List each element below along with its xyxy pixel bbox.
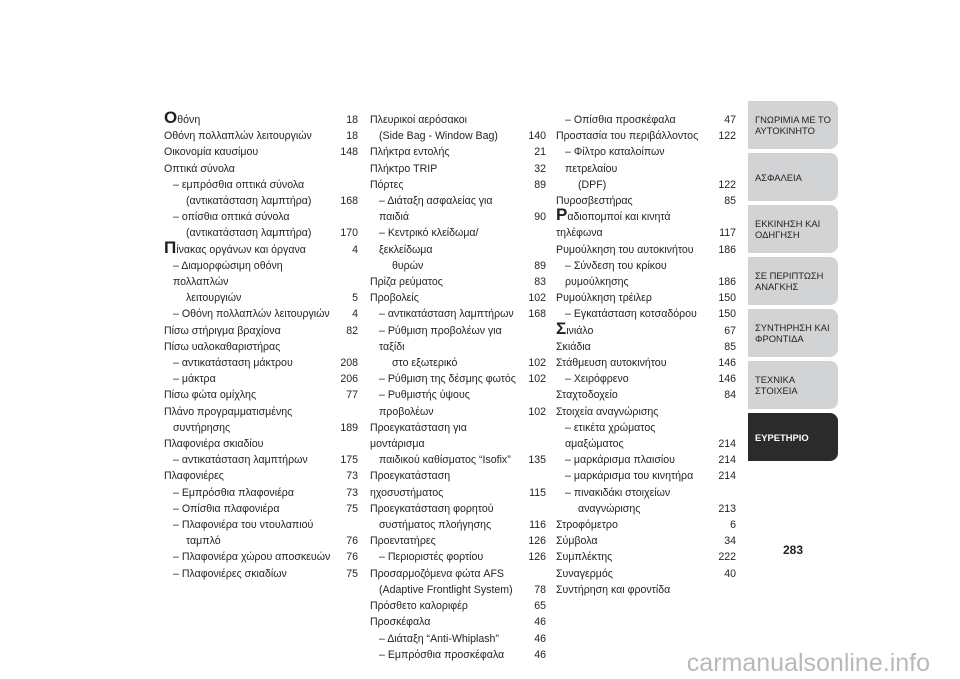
entry-page: 75 xyxy=(346,567,358,580)
entry-page: 102 xyxy=(528,292,546,305)
index-entry xyxy=(164,371,358,387)
index-entry xyxy=(370,371,546,387)
index-entry xyxy=(556,371,736,387)
entry-page: 214 xyxy=(718,470,736,483)
index-entry xyxy=(370,144,546,160)
index-entry xyxy=(556,290,736,306)
entry-page: 73 xyxy=(346,486,358,499)
index-entry xyxy=(556,549,736,565)
index-entry xyxy=(370,112,546,144)
entry-page: 150 xyxy=(718,292,736,305)
entry-page: 85 xyxy=(724,195,736,208)
entry-page: 6 xyxy=(730,519,736,532)
index-entry xyxy=(370,290,546,306)
entry-text: – Οπίσθια προσκέφαλα xyxy=(565,114,676,126)
entry-text: – αντικατάσταση μάκτρου xyxy=(173,357,293,370)
entry-text: – πινακιδάκι στοιχείων xyxy=(565,486,671,499)
index-entry xyxy=(164,452,358,468)
index-entry xyxy=(556,485,736,517)
entry-page: 117 xyxy=(719,227,736,240)
entry-page: 83 xyxy=(534,276,546,289)
index-entry xyxy=(164,549,358,565)
index-entry xyxy=(370,161,546,177)
index-entry xyxy=(370,193,546,225)
entry-text: Προεγκατάσταση ηχοσυστήματος xyxy=(370,470,451,499)
entry-text: Προσκέφαλα xyxy=(370,616,431,629)
index-entry xyxy=(370,387,546,419)
entry-page: 115 xyxy=(529,486,546,499)
entry-text: Οικονομία καυσίμου xyxy=(164,146,259,159)
index-entry xyxy=(164,144,358,160)
index-entry xyxy=(556,318,736,339)
entry-page: 77 xyxy=(346,389,358,402)
index-entry xyxy=(556,112,736,128)
index-entry xyxy=(556,339,736,355)
entry-text: – Ρύθμιση της δέσμης φωτός xyxy=(379,373,516,386)
index-entry xyxy=(164,339,358,355)
entry-page: 102 xyxy=(528,405,546,418)
entry-text: Ρυμούλκηση του αυτοκινήτου xyxy=(556,243,694,256)
entry-page: 76 xyxy=(346,535,358,548)
entry-page: 122 xyxy=(718,178,736,191)
entry-page: 208 xyxy=(340,357,358,370)
entry-text: – αντικατάσταση λαμπτήρων xyxy=(173,454,308,467)
index-column-1 xyxy=(164,108,358,582)
entry-page: 186 xyxy=(718,276,736,289)
index-entry xyxy=(164,323,358,339)
index-entry xyxy=(164,387,358,403)
entry-continuation: (Adaptive Frontlight System) xyxy=(379,583,513,596)
chapter-tab[interactable] xyxy=(748,153,838,201)
entry-text: – ετικέτα χρώματος αμαξώματος xyxy=(565,421,656,451)
entry-continuation: (αντικατάσταση λαμπτήρα) xyxy=(186,195,312,208)
entry-text: Πρόσθετο καλοριφέρ xyxy=(370,600,468,613)
index-column-3 xyxy=(556,112,736,598)
index-entry xyxy=(370,631,546,647)
entry-text: Συναγερμός xyxy=(556,567,613,580)
entry-page: 90 xyxy=(534,211,546,224)
entry-text: Προβολείς xyxy=(370,292,419,305)
chapter-tab-label: ΤΕΧΝΙΚΑ ΣΤΟΙΧΕΙΑ xyxy=(755,374,798,396)
entry-page: 32 xyxy=(534,162,546,175)
entry-text: – Σύνδεση του κρίκου ρυμούλκησης xyxy=(565,259,667,289)
letter-initial: Ρ xyxy=(556,205,568,225)
index-entry xyxy=(164,501,358,517)
entry-page: 82 xyxy=(346,324,358,337)
letter-initial: Ο xyxy=(164,108,178,127)
entry-text: Στοιχεία αναγνώρισης xyxy=(556,405,659,418)
entry-text: Ρυμούλκηση τρέιλερ xyxy=(556,292,652,305)
entry-continuation: λειτουργιών xyxy=(186,292,242,305)
index-entry xyxy=(164,517,358,549)
entry-text: Πλαφονιέρες xyxy=(164,470,224,483)
entry-text: Συμπλέκτης xyxy=(556,551,613,564)
entry-page: 67 xyxy=(724,324,736,337)
index-entry xyxy=(370,566,546,598)
entry-continuation: ταμπλό xyxy=(186,535,221,548)
entry-page: 175 xyxy=(340,454,358,467)
entry-page: 126 xyxy=(528,535,546,548)
entry-page: 89 xyxy=(534,259,546,272)
entry-text: – Διάταξη ασφαλείας για παιδιά xyxy=(379,195,493,224)
entry-page: 75 xyxy=(346,502,358,515)
index-entry xyxy=(556,404,736,420)
watermark: carmanualsonline.info xyxy=(686,649,930,677)
entry-continuation: συστήματος πλοήγησης xyxy=(379,519,492,532)
entry-page: 78 xyxy=(534,583,546,596)
entry-page: 46 xyxy=(534,632,546,645)
entry-text: Πόρτες xyxy=(370,178,404,191)
entry-page: 214 xyxy=(718,454,736,467)
entry-text: – Εμπρόσθια πλαφονιέρα xyxy=(173,486,294,499)
index-entry xyxy=(370,323,546,372)
entry-page: 146 xyxy=(718,357,736,370)
chapter-tab-label: ΣΥΝΤΗΡΗΣΗ ΚΑΙ ΦΡΟΝΤΙΔΑ xyxy=(755,322,830,344)
entry-text: Πίσω στήριγμα βραχίονα xyxy=(164,324,281,337)
chapter-tab-label: ΑΣΦΑΛΕΙΑ xyxy=(755,171,802,183)
index-entry xyxy=(556,258,736,290)
chapter-tab[interactable] xyxy=(748,257,838,305)
entry-page: 102 xyxy=(528,373,546,386)
entry-text: Προεγκατάσταση για μοντάρισμα xyxy=(370,421,467,451)
chapter-tab[interactable] xyxy=(748,205,838,253)
entry-continuation: συντήρησης xyxy=(173,421,231,434)
chapter-tab-label: ΣΕ ΠΕΡΙΠΤΩΣΗ ΑΝΑΓΚΗΣ xyxy=(755,270,824,292)
entry-page: 189 xyxy=(340,421,358,434)
entry-page: 47 xyxy=(724,114,736,126)
entry-text: – Περιοριστές φορτίου xyxy=(379,551,484,564)
index-entry xyxy=(164,177,358,209)
entry-page: 116 xyxy=(529,519,546,532)
entry-page: 89 xyxy=(534,178,546,191)
entry-text: Πυροσβεστήρας xyxy=(556,195,633,208)
index-entry xyxy=(370,225,546,274)
entry-text: Στάθμευση αυτοκινήτου xyxy=(556,357,667,370)
entry-continuation: παιδικού καθίσματος “Isofix” xyxy=(379,454,511,467)
index-entry xyxy=(164,128,358,144)
entry-text: – Χειρόφρενο xyxy=(565,373,629,386)
index-entry xyxy=(556,144,736,193)
entry-page: 135 xyxy=(528,454,546,467)
index-entry xyxy=(370,177,546,193)
index-entry xyxy=(164,566,358,582)
entry-page: 18 xyxy=(346,114,358,126)
letter-initial: Π xyxy=(164,237,177,257)
index-column-2 xyxy=(370,112,546,663)
entry-text: – Διάταξη “Anti-Whiplash” xyxy=(379,632,499,645)
entry-text: – μάκτρα xyxy=(173,373,216,386)
index-entry xyxy=(556,306,736,322)
index-entry xyxy=(556,205,736,241)
index-entry xyxy=(556,128,736,144)
entry-text: Πλευρικοί αερόσακοι xyxy=(370,114,468,126)
index-entry xyxy=(370,533,546,549)
entry-continuation: (Side Bag - Window Bag) xyxy=(379,130,498,143)
index-entry xyxy=(556,517,736,533)
entry-text: Προστασία του περιβάλλοντος xyxy=(556,130,699,143)
index-entry xyxy=(164,404,358,436)
entry-text: – Εγκατάσταση κοτσαδόρου xyxy=(565,308,697,321)
index-entry xyxy=(370,501,546,533)
entry-text: Πλήκτρο TRIP xyxy=(370,162,438,175)
entry-text: θόνη xyxy=(177,114,201,126)
entry-page: 150 xyxy=(718,308,736,321)
entry-page: 222 xyxy=(718,551,736,564)
entry-page: 214 xyxy=(718,438,736,451)
entry-page: 126 xyxy=(528,551,546,564)
index-entry xyxy=(164,258,358,307)
index-entry xyxy=(164,237,358,258)
index-entry xyxy=(164,485,358,501)
entry-continuation: αναγνώρισης xyxy=(578,502,641,515)
entry-text: – Πλαφονιέρα του ντουλαπιού xyxy=(173,519,314,532)
entry-text: – Διαμορφώσιμη οθόνη πολλαπλών xyxy=(173,259,283,289)
entry-text: Συντήρηση και φροντίδα xyxy=(556,583,671,596)
chapter-tab[interactable] xyxy=(748,413,838,461)
index-entry xyxy=(556,387,736,403)
entry-text: – μαρκάρισμα του κινητήρα xyxy=(565,470,694,483)
index-entry xyxy=(164,468,358,484)
index-entry xyxy=(164,209,358,241)
index-entry xyxy=(370,598,546,614)
entry-text: – Ρύθμιση προβολέων για ταξίδι xyxy=(379,324,502,353)
entry-page: 46 xyxy=(534,648,546,661)
entry-page: 85 xyxy=(724,340,736,353)
entry-page: 84 xyxy=(724,389,736,402)
entry-text: – αντικατάσταση λαμπτήρων xyxy=(379,308,514,321)
entry-page: 102 xyxy=(528,357,546,370)
entry-text: – Πλαφονιέρα χώρου αποσκευών xyxy=(173,551,331,564)
entry-page: 168 xyxy=(528,308,546,321)
entry-continuation: (DPF) xyxy=(578,178,607,191)
entry-page: 5 xyxy=(352,292,358,305)
index-entry xyxy=(164,436,358,452)
entry-text: Στροφόμετρο xyxy=(556,519,618,532)
index-entry xyxy=(370,420,546,469)
page-number: 283 xyxy=(782,543,804,557)
entry-text: Προεγκατάσταση φορητού xyxy=(370,502,494,515)
index-entry xyxy=(370,274,546,290)
entry-text: – Εμπρόσθια προσκέφαλα xyxy=(379,648,505,661)
entry-page: 186 xyxy=(718,243,736,256)
entry-page: 170 xyxy=(340,227,358,240)
index-entry xyxy=(370,468,546,500)
entry-page: 122 xyxy=(718,130,736,143)
entry-text: Πλαφονιέρα σκιαδίου xyxy=(164,438,264,451)
index-entry xyxy=(556,468,736,484)
index-entry xyxy=(556,582,736,598)
entry-text: – Ρυθμιστής ύψους προβολέων xyxy=(379,389,470,418)
entry-page: 21 xyxy=(534,146,546,159)
entry-text: – μαρκάρισμα πλαισίου xyxy=(565,454,675,467)
index-entry xyxy=(370,306,546,322)
index-entry xyxy=(370,549,546,565)
entry-page: 146 xyxy=(718,373,736,386)
entry-text: Οθόνη πολλαπλών λειτουργιών xyxy=(164,130,312,143)
chapter-tab-label: ΕΥΡΕΤΗΡΙΟ xyxy=(755,431,809,443)
entry-text: αδιοπομποί και κινητά τηλέφωνα xyxy=(556,211,671,240)
index-entry xyxy=(164,108,358,128)
entry-text: – Πλαφονιέρες σκιαδίων xyxy=(173,567,287,580)
index-entry xyxy=(164,161,358,177)
entry-text: Οπτικά σύνολα xyxy=(164,162,235,175)
entry-page: 4 xyxy=(352,308,358,321)
chapter-tab-label: ΕΚΚΙΝΗΣΗ ΚΑΙ ΟΔΗΓΗΣΗ xyxy=(755,218,821,240)
entry-continuation: στο εξωτερικό xyxy=(392,357,458,370)
chapter-tab-label: ΓΝΩΡΙΜΙΑ ΜΕ ΤΟ ΑΥΤΟΚΙΝΗΤΟ xyxy=(755,114,831,136)
entry-text: ίνακας οργάνων και όργανα xyxy=(176,243,306,256)
entry-text: ινιάλο xyxy=(566,324,594,337)
entry-continuation: (αντικατάσταση λαμπτήρα) xyxy=(186,227,312,240)
index-entry xyxy=(556,452,736,468)
entry-page: 34 xyxy=(724,535,736,548)
index-entry xyxy=(556,420,736,452)
entry-text: – εμπρόσθια οπτικά σύνολα xyxy=(173,178,305,191)
letter-initial: Σ xyxy=(556,318,567,338)
chapter-tab[interactable] xyxy=(748,101,838,149)
entry-page: 73 xyxy=(346,470,358,483)
index-entry xyxy=(556,193,736,209)
entry-page: 148 xyxy=(340,146,358,159)
entry-text: Πίσω φώτα ομίχλης xyxy=(164,389,257,402)
entry-text: Προεντατήρες xyxy=(370,535,436,548)
entry-page: 65 xyxy=(534,600,546,613)
entry-page: 213 xyxy=(718,502,736,515)
index-entry xyxy=(556,242,736,258)
entry-text: Σκιάδια xyxy=(556,340,591,353)
entry-page: 40 xyxy=(724,567,736,580)
entry-text: Σταχτοδοχείο xyxy=(556,389,618,402)
entry-text: – Οπίσθια πλαφονιέρα xyxy=(173,502,280,515)
index-entry xyxy=(556,355,736,371)
entry-text: Πλήκτρα εντολής xyxy=(370,146,450,159)
chapter-tab[interactable] xyxy=(748,361,838,409)
entry-text: Προσαρμοζόμενα φώτα AFS xyxy=(370,567,504,580)
entry-text: Πλάνο προγραμματισμένης xyxy=(164,405,293,418)
entry-text: – Φίλτρο καταλοίπων πετρελαίου xyxy=(565,146,665,175)
chapter-tab[interactable] xyxy=(748,309,838,357)
entry-text: Πρίζα ρεύματος xyxy=(370,276,443,289)
entry-page: 76 xyxy=(346,551,358,564)
entry-page: 206 xyxy=(340,373,358,386)
entry-continuation: θυρών xyxy=(392,259,424,272)
index-entry xyxy=(370,614,546,630)
entry-page: 46 xyxy=(534,616,546,629)
index-entry xyxy=(164,355,358,371)
index-entry xyxy=(164,306,358,322)
index-entry xyxy=(556,566,736,582)
entry-text: Πίσω υαλοκαθαριστήρας xyxy=(164,340,281,353)
entry-page: 140 xyxy=(528,130,546,143)
chapter-tabs xyxy=(748,101,838,465)
entry-text: Σύμβολα xyxy=(556,535,598,548)
entry-text: – οπίσθια οπτικά σύνολα xyxy=(173,211,290,224)
index-entry xyxy=(556,533,736,549)
entry-page: 168 xyxy=(340,195,358,208)
entry-text: – Κεντρικό κλείδωμα/ξεκλείδωμα xyxy=(379,227,479,256)
entry-text: – Οθόνη πολλαπλών λειτουργιών xyxy=(173,308,330,321)
entry-page: 18 xyxy=(346,130,358,143)
entry-page: 4 xyxy=(352,243,358,256)
